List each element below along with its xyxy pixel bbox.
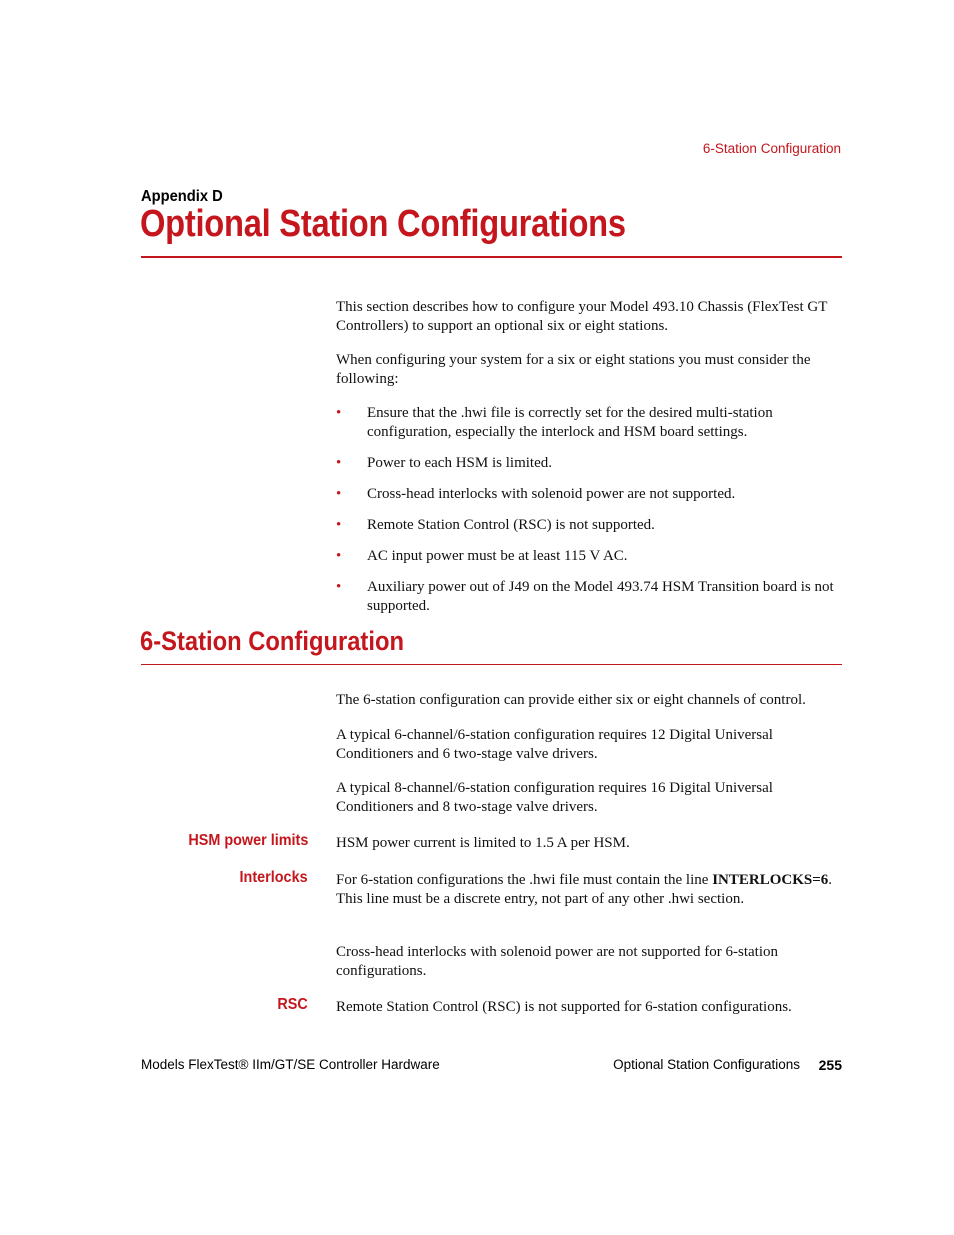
bullet-marker: • (336, 486, 342, 502)
bullet-marker: • (336, 548, 342, 564)
bullet-text: Power to each HSM is limited. (367, 455, 552, 471)
bullet-marker: • (336, 455, 342, 471)
bullet-marker: • (336, 405, 342, 421)
intro-paragraph-2: When configuring your system for a six or eight stations you must consider the following: (336, 352, 811, 387)
rsc-paragraph: Remote Station Control (RSC) is not supported for 6-station configurations. (336, 999, 792, 1015)
page-number: 255 (818, 1057, 842, 1073)
section-title: 6-Station Configuration (140, 626, 404, 656)
footer-document-title: Models FlexTest® IIm/GT/SE Controller Hardware (141, 1057, 440, 1072)
side-heading-hsm-power-limits: HSM power limits (187, 832, 308, 849)
footer-chapter-title: Optional Station Configurations (613, 1057, 800, 1072)
side-heading-interlocks: Interlocks (239, 869, 308, 886)
bullet-text: Cross-head interlocks with solenoid power are not supported. (367, 486, 736, 502)
hsm-paragraph: HSM power current is limited to 1.5 A per HSM. (336, 835, 630, 851)
bullet-marker: • (336, 517, 342, 533)
section-title-rule (141, 664, 842, 665)
running-head: 6-Station Configuration (702, 141, 841, 156)
interlocks-paragraph-2: Cross-head interlocks with solenoid power are not supported for 6-station configurations. (336, 944, 778, 979)
chapter-title-rule (141, 256, 842, 258)
section-paragraph-1: The 6-station configuration can provide either six or eight channels of control. (336, 692, 806, 708)
side-heading-rsc: RSC (277, 996, 308, 1013)
bullet-text: Ensure that the .hwi file is correctly set for the desired multi-station configuration, especially the interlock and HSM board settings. (367, 405, 773, 440)
interlocks-text-post: . This line must be a discrete entry, not part of any other .hwi section. (336, 872, 833, 907)
bullet-text: Remote Station Control (RSC) is not supported. (367, 517, 655, 533)
bullet-marker: • (336, 579, 342, 595)
bullet-text: AC input power must be at least 115 V AC. (367, 548, 628, 564)
interlocks-text-pre: For 6-station configurations the .hwi file must contain the line (336, 872, 713, 888)
section-paragraph-3: A typical 8-channel/6-station configuration requires 16 Digital Universal Conditioners and 8 two-stage valve drivers. (336, 780, 773, 815)
appendix-label: Appendix D (141, 188, 223, 205)
interlocks-paragraph (336, 871, 842, 908)
section-paragraph-2: A typical 6-channel/6-station configuration requires 12 Digital Universal Conditioners and 6 two-stage valve drivers. (336, 727, 773, 762)
intro-paragraph-1: This section describes how to configure your Model 493.10 Chassis (FlexTest GT Controllers) to support an optional six or eight stations. (336, 299, 828, 334)
chapter-title: Optional Station Configurations (140, 203, 626, 245)
interlocks-code: INTERLOCKS=6 (712, 872, 829, 888)
bullet-text: Auxiliary power out of J49 on the Model 493.74 HSM Transition board is not supported. (367, 579, 834, 614)
